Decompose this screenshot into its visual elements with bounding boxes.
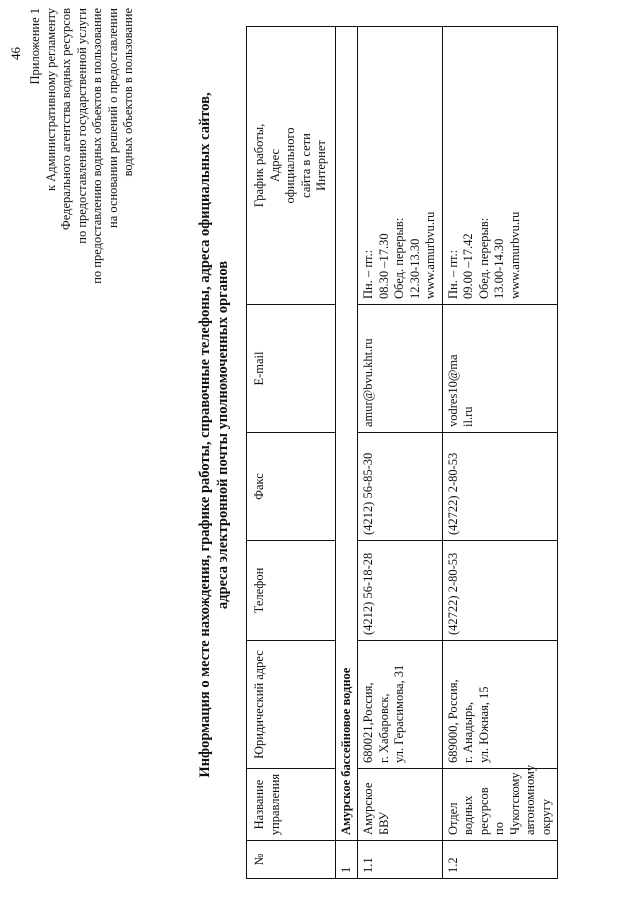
title-line-2: адреса электронной почты уполномоченных органов: [215, 260, 231, 610]
table-row: [442, 27, 558, 879]
row-email: amur@bvu.kht.ru: [358, 305, 443, 433]
row-fax: (4212) 56-85-30: [358, 433, 443, 541]
appendix-line: Приложение 1: [28, 8, 42, 85]
group-num: 1: [335, 841, 358, 879]
appendix-line: на основании решений о предоставлении: [105, 8, 120, 228]
header-schedule: График работы, Адрес официального сайта в сети Интернет: [247, 27, 336, 305]
row-email: vodres10@ma il.ru: [442, 305, 558, 433]
row-address: 689000, Россия, г. Анадырь, ул. Южная, 15: [442, 641, 558, 769]
row-name: Отдел водных ресурсов по Чукотскому автономному округу: [442, 769, 558, 841]
header-name: Название управления: [247, 769, 336, 841]
group-row: [335, 27, 358, 879]
appendix-line: по предоставлению водных объектов в пользование: [90, 8, 104, 284]
row-fax: (42722) 2-80-53: [442, 433, 558, 541]
row-schedule: Пн. – пт.: 08.30 –17.30 Обед. перерыв: 12.30-13.30 www.amurbvu.ru: [358, 27, 443, 305]
authorities-table: [246, 26, 558, 879]
row-num: 1.2: [442, 841, 558, 879]
row-address: 680021,Россия, г. Хабаровск, ул. Герасимова, 31: [358, 641, 443, 769]
appendix-line: по предоставлению государственной услуги: [74, 8, 89, 244]
document-title: [196, 55, 232, 815]
header-num: №: [247, 841, 336, 879]
appendix-header: [28, 8, 137, 293]
header-phone: Телефон: [247, 541, 336, 641]
table-header-row: [247, 27, 336, 879]
group-title: Амурское бассейновое водное: [335, 27, 358, 841]
row-num: 1.1: [358, 841, 443, 879]
table-row: [358, 27, 443, 879]
header-fax: Факс: [247, 433, 336, 541]
appendix-line: Федерального агентства водных ресурсов: [59, 8, 73, 231]
row-phone: (42722) 2-80-53: [442, 541, 558, 641]
header-email: E-mail: [247, 305, 336, 433]
row-name: Амурское БВУ: [358, 769, 443, 841]
page-number: 46: [8, 47, 23, 60]
appendix-line: к Административному регламенту: [43, 8, 58, 192]
title-line-1: Информация о месте нахождения, графике работы, справочные телефоны, адреса официальных сайтов,: [197, 92, 213, 778]
appendix-line: водных объектов в пользование: [121, 8, 135, 177]
row-phone: (4212) 56-18-28: [358, 541, 443, 641]
header-address: Юридический адрес: [247, 641, 336, 769]
row-schedule: Пн. – пт.: 09.00 –17.42 Обед. перерыв: 13.00-14.30 www.amurbvu.ru: [442, 27, 558, 305]
